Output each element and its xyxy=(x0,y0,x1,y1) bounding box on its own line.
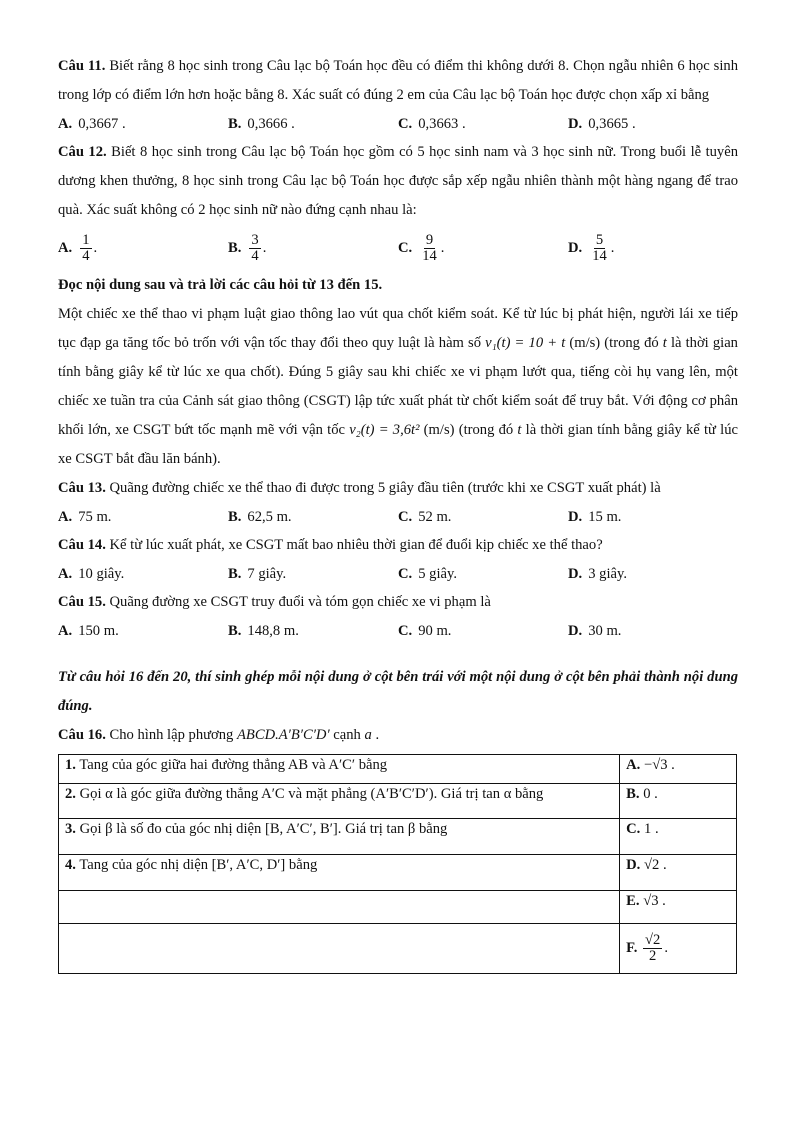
left-cell xyxy=(59,755,620,784)
question-text: Quãng đường xe CSGT truy đuổi và tóm gọn chiếc xe vi phạm là xyxy=(105,594,491,610)
item-number: 3. xyxy=(65,821,76,837)
option-value: 10 giây. xyxy=(78,565,125,582)
option-value: 75 m. xyxy=(78,508,112,525)
right-cell[interactable] xyxy=(620,755,737,784)
option-value: 52 m. xyxy=(418,508,452,525)
table-row xyxy=(59,855,737,891)
option-value: 15 m. xyxy=(588,508,622,525)
option-c[interactable]: C. $\frac{9}{14}$ . xyxy=(398,231,445,264)
variable-t: t xyxy=(662,335,667,351)
option-label: C. xyxy=(398,115,413,132)
question-text: . xyxy=(371,727,380,743)
option-b[interactable] xyxy=(228,623,398,640)
option-value: 148,8 m. xyxy=(247,622,299,639)
question-label: Câu 11. xyxy=(58,58,106,74)
fraction xyxy=(420,233,439,264)
option-label: B. xyxy=(228,622,242,639)
question-11 xyxy=(58,52,738,110)
left-cell xyxy=(59,784,620,819)
item-number: 1. xyxy=(65,757,76,773)
matching-table xyxy=(58,754,737,974)
denominator: 14 xyxy=(422,247,437,264)
passage-text xyxy=(58,300,738,474)
denominator: 4 xyxy=(251,247,259,264)
option-value: 62,5 m. xyxy=(247,508,292,525)
question-text: cạnh xyxy=(329,727,365,743)
option-b[interactable] xyxy=(228,566,398,583)
option-d[interactable] xyxy=(568,566,738,583)
option-label: C. xyxy=(626,821,641,837)
option-value: 0 . xyxy=(643,786,658,802)
right-cell[interactable] xyxy=(620,891,737,924)
question-15 xyxy=(58,588,738,617)
option-label: B. xyxy=(626,786,640,802)
question-text: Cho hình lập phương xyxy=(105,727,238,743)
question-12 xyxy=(58,138,738,225)
option-label: D. xyxy=(626,857,641,873)
fraction xyxy=(643,933,662,964)
option-label: E. xyxy=(626,893,640,909)
table-row xyxy=(59,784,737,819)
numerator: 1 xyxy=(82,231,90,248)
table-row xyxy=(59,819,737,855)
denominator: 4 xyxy=(82,247,90,264)
fraction xyxy=(590,233,609,264)
option-label: F. xyxy=(626,939,638,956)
option-d[interactable] xyxy=(568,116,738,133)
option-label: A. xyxy=(58,115,73,132)
option-c[interactable] xyxy=(398,116,568,133)
numerator: 5 xyxy=(595,231,604,248)
question-label: Câu 14. xyxy=(58,537,106,553)
option-value: 7 giây. xyxy=(247,565,287,582)
item-number: 4. xyxy=(65,857,76,873)
option-a[interactable] xyxy=(58,509,228,526)
option-label: A. xyxy=(58,239,73,256)
matching-heading: Từ câu hỏi 16 đến 20, thí sinh ghép mỗi nội dung ở cột bên trái với một nội dung ở cột bên phải thành nội dung đúng. xyxy=(58,669,738,714)
edge-length: a xyxy=(364,727,372,743)
options-q13 xyxy=(58,503,738,531)
variable-t: t xyxy=(517,422,522,438)
option-d[interactable] xyxy=(568,509,738,526)
table-row xyxy=(59,891,737,924)
left-cell xyxy=(59,819,620,855)
option-value: 30 m. xyxy=(588,622,622,639)
right-cell[interactable] xyxy=(620,855,737,891)
option-a[interactable]: A. $\frac{1}{4}$ . xyxy=(58,231,98,264)
item-text: Tang của góc nhị diện [B′, A′C, D′] bằng xyxy=(79,857,318,873)
option-a[interactable] xyxy=(58,116,228,133)
right-cell[interactable]: F. $\frac{√2}{2}$ . xyxy=(620,924,737,974)
option-b[interactable] xyxy=(228,116,398,133)
option-value: 5 giây. xyxy=(418,565,457,582)
item-text: Gọi β là số đo của góc nhị diện [B, A′C′, B′]. Giá trị tan β bằng xyxy=(79,821,448,837)
option-a[interactable] xyxy=(58,566,228,583)
cube-name: ABCD.A′B′C′D′ xyxy=(237,727,330,743)
option-label: C. xyxy=(398,565,413,582)
option-value: −√3 . xyxy=(644,757,675,773)
option-label: A. xyxy=(58,622,73,639)
option-b[interactable] xyxy=(228,509,398,526)
option-value: 0,3663 . xyxy=(418,115,466,132)
option-label: D. xyxy=(568,508,583,525)
option-label: A. xyxy=(58,565,73,582)
passage-part: là thời gian tính bằng giây kể từ lúc xe qua chốt). Đúng 5 giây sau khi chiếc xe vi phạm lướt qua, tiếng còi hụ vang lên, một chiếc xe tuần tra của Cảnh sát giao thông (CSGT) lập tức xuất phát từ chốt kiểm soát để truy bắt. Với động cơ phân khối lớn, xe CSGT bứt tốc mạnh mẽ với vận tốc xyxy=(58,335,738,438)
question-text: Quãng đường chiếc xe thể thao đi được trong 5 giây đầu tiên (trước khi xe CSGT xuất phát) là xyxy=(105,480,661,496)
item-number: 2. xyxy=(65,786,76,802)
formula-v2: v₂(t) = 3,6t² xyxy=(349,422,420,438)
option-label: B. xyxy=(228,565,242,582)
option-d[interactable]: D. $\frac{5}{14}$ . xyxy=(568,231,615,264)
denominator: 2 xyxy=(649,948,657,964)
question-label: Câu 15. xyxy=(58,594,106,610)
question-text: Biết rằng 8 học sinh trong Câu lạc bộ Toán học đều có điểm thi không dưới 8. Chọn ngẫu nhiên 6 học sinh trong lớp có điểm lớn hơn hoặc bằng 8. Xác suất có đúng 2 em của Câu lạc bộ Toán học được chọn xấp xỉ bằng xyxy=(58,58,738,103)
question-label: Câu 16. xyxy=(58,727,106,743)
fraction xyxy=(249,233,260,264)
left-cell-empty xyxy=(59,891,620,924)
table-row xyxy=(59,755,737,784)
question-text: Biết 8 học sinh trong Câu lạc bộ Toán học gồm có 5 học sinh nam và 3 học sinh nữ. Trong buổi lễ tuyên dương khen thưởng, 8 học sinh trong Câu lạc bộ Toán học được sắp xếp ngẫu nhiên thành một hàng ngang để trao quà. Xác suất không có 2 học sinh nữ nào đứng cạnh nhau là: xyxy=(58,144,739,218)
option-value: 0,3666 . xyxy=(247,115,295,132)
question-label: Câu 12. xyxy=(58,144,107,160)
denominator: 14 xyxy=(592,247,607,264)
option-label: B. xyxy=(228,115,242,132)
option-c[interactable] xyxy=(398,509,568,526)
options-q11 xyxy=(58,110,738,138)
options-q14 xyxy=(58,560,738,588)
option-value: √3 . xyxy=(643,893,666,909)
option-label: D. xyxy=(568,622,583,639)
left-cell xyxy=(59,855,620,891)
question-14 xyxy=(58,531,738,560)
option-value: 150 m. xyxy=(78,622,119,639)
option-c[interactable] xyxy=(398,566,568,583)
question-16 xyxy=(58,721,738,750)
passage-part: (m/s) (trong đó xyxy=(565,335,663,351)
fraction xyxy=(80,233,91,264)
exam-page xyxy=(58,52,738,974)
option-value: 0,3665 . xyxy=(588,115,636,132)
numerator: 9 xyxy=(425,231,434,248)
passage-heading: Đọc nội dung sau và trả lời các câu hỏi từ 13 đến 15. xyxy=(58,277,383,293)
options-q15 xyxy=(58,617,738,645)
option-a[interactable] xyxy=(58,623,228,640)
option-label: C. xyxy=(398,239,413,256)
option-value: 1 . xyxy=(644,821,659,837)
option-label: B. xyxy=(228,508,242,525)
right-cell[interactable] xyxy=(620,784,737,819)
question-13 xyxy=(58,474,738,503)
option-label: D. xyxy=(568,565,583,582)
passage-part: Một chiếc xe thể thao vi phạm luật giao thông lao vút qua chốt kiểm soát. Kể từ lúc bị phát hiện, người lái xe tiếp tục đạp ga tăng tốc bỏ trốn với vận tốc thay đổi theo quy luật là hàm số xyxy=(58,306,738,351)
option-value: 90 m. xyxy=(418,622,452,639)
passage-part: (m/s) (trong đó xyxy=(419,422,518,438)
item-text: Gọi α là góc giữa đường thẳng A′C và mặt phẳng (A′B′C′D′). Giá trị tan α bằng xyxy=(79,786,544,802)
option-label: B. xyxy=(228,239,242,256)
option-value: 3 giây. xyxy=(588,565,627,582)
right-cell[interactable] xyxy=(620,819,737,855)
question-label: Câu 13. xyxy=(58,480,106,496)
option-b[interactable]: B. $\frac{3}{4}$ . xyxy=(228,231,267,264)
passage-part: là thời gian tính bằng giây kể từ lúc xe CSGT bắt đầu lăn bánh). xyxy=(58,422,738,467)
option-value: 0,3667 . xyxy=(78,115,126,132)
option-c[interactable] xyxy=(398,623,568,640)
question-text: Kể từ lúc xuất phát, xe CSGT mất bao nhiêu thời gian để đuổi kịp chiếc xe thể thao? xyxy=(105,537,603,553)
option-label: D. xyxy=(568,115,583,132)
option-label: A. xyxy=(58,508,73,525)
options-q12 xyxy=(58,225,738,271)
option-value: √2 . xyxy=(644,857,667,873)
option-label: C. xyxy=(398,508,413,525)
item-text: Tang của góc giữa hai đường thẳng AB và A′C′ bằng xyxy=(79,757,388,773)
table-row xyxy=(59,924,737,974)
option-label: C. xyxy=(398,622,413,639)
numerator: 3 xyxy=(251,231,259,248)
option-d[interactable] xyxy=(568,623,738,640)
option-label: A. xyxy=(626,757,641,773)
spacer xyxy=(58,645,738,663)
formula-v1: v₁(t) = 10 + t xyxy=(485,335,566,351)
left-cell-empty xyxy=(59,924,620,974)
option-label: D. xyxy=(568,239,583,256)
numerator: √2 xyxy=(645,932,661,948)
